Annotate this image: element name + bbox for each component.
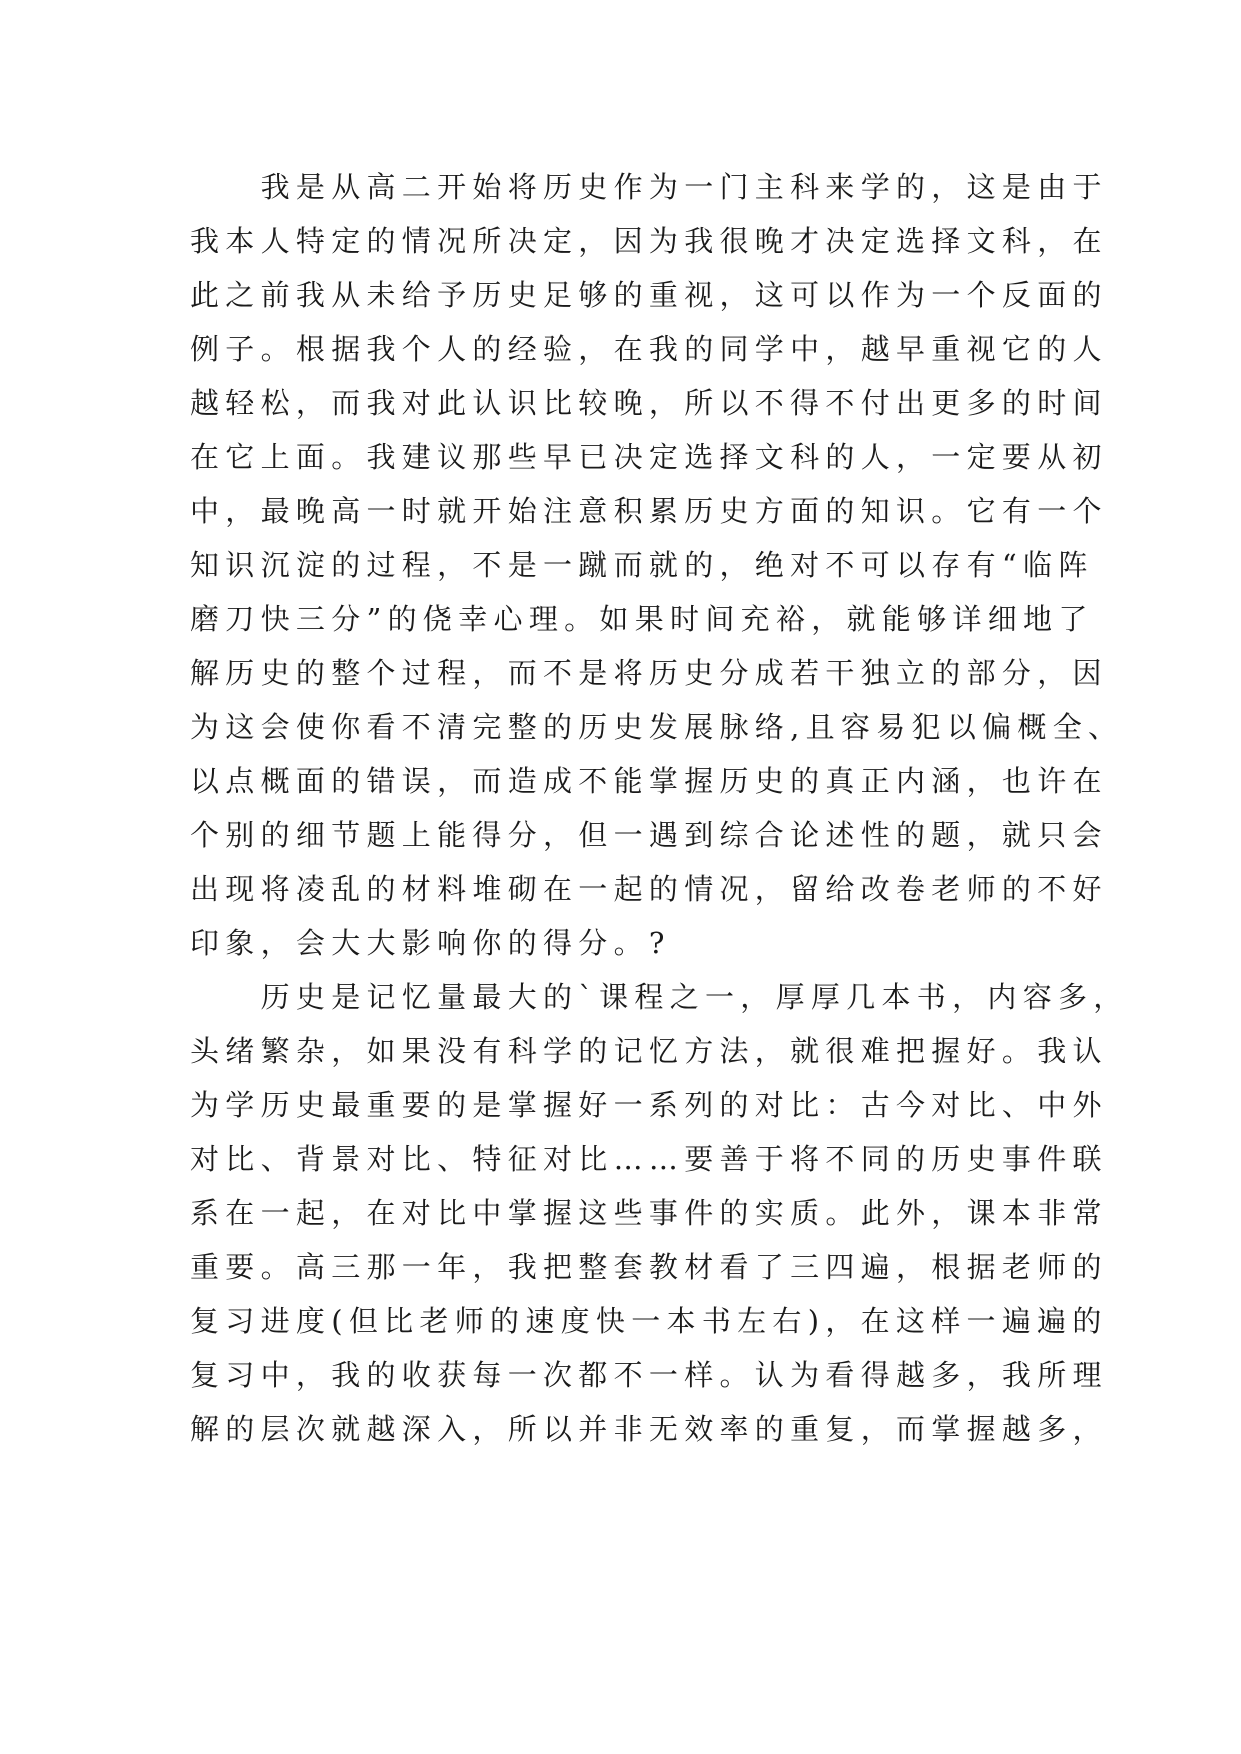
text-line: 中，最晚高一时就开始注意积累历史方面的知识。它有一个 bbox=[190, 494, 1108, 528]
text-line: 在它上面。我建议那些早已决定选择文科的人，一定要从初 bbox=[190, 440, 1108, 474]
text-line: 出现将凌乱的材料堆砌在一起的情况，留给改卷老师的不好 bbox=[190, 872, 1108, 906]
paragraph bbox=[190, 970, 1129, 1456]
paragraph bbox=[190, 160, 1124, 970]
text-line: 为学历史最重要的是掌握好一系列的对比：古今对比、中外 bbox=[190, 1088, 1108, 1122]
text-line: 越轻松，而我对此认识比较晚，所以不得不付出更多的时间 bbox=[190, 386, 1108, 420]
text-line: 解历史的整个过程，而不是将历史分成若干独立的部分，因 bbox=[190, 656, 1108, 690]
text-line: 解的层次就越深入，所以并非无效率的重复，而掌握越多， bbox=[190, 1412, 1108, 1446]
text-line: 例子。根据我个人的经验，在我的同学中，越早重视它的人 bbox=[190, 332, 1108, 366]
text-line: 对比、背景对比、特征对比……要善于将不同的历史事件联 bbox=[190, 1142, 1108, 1176]
text-line: 我本人特定的情况所决定，因为我很晚才决定选择文科，在 bbox=[190, 224, 1108, 258]
text-line: 为这会使你看不清完整的历史发展脉络,且容易犯以偏概全、 bbox=[190, 710, 1124, 744]
text-line: 此之前我从未给予历史足够的重视，这可以作为一个反面的 bbox=[190, 278, 1108, 312]
text-line: 知识沉淀的过程，不是一蹴而就的，绝对不可以存有“临阵 bbox=[190, 548, 1094, 582]
text-line: 复习中，我的收获每一次都不一样。认为看得越多，我所理 bbox=[190, 1358, 1108, 1392]
text-line: 复习进度(但比老师的速度快一本书左右)，在这样一遍遍的 bbox=[190, 1304, 1108, 1338]
text-line: 印象，会大大影响你的得分。? bbox=[190, 926, 671, 960]
text-line: 磨刀快三分”的侥幸心理。如果时间充裕，就能够详细地了 bbox=[190, 602, 1094, 636]
text-line: 系在一起，在对比中掌握这些事件的实质。此外，课本非常 bbox=[190, 1196, 1108, 1230]
text-line: 我是从高二开始将历史作为一门主科来学的，这是由于 bbox=[190, 170, 1108, 204]
text-line: 历史是记忆量最大的`课程之一，厚厚几本书，内容多， bbox=[190, 980, 1129, 1014]
body-text bbox=[190, 160, 1129, 1456]
text-line: 重要。高三那一年，我把整套教材看了三四遍，根据老师的 bbox=[190, 1250, 1108, 1284]
text-line: 头绪繁杂，如果没有科学的记忆方法，就很难把握好。我认 bbox=[190, 1034, 1108, 1068]
text-line: 以点概面的错误，而造成不能掌握历史的真正内涵，也许在 bbox=[190, 764, 1108, 798]
text-line: 个别的细节题上能得分，但一遇到综合论述性的题，就只会 bbox=[190, 818, 1108, 852]
